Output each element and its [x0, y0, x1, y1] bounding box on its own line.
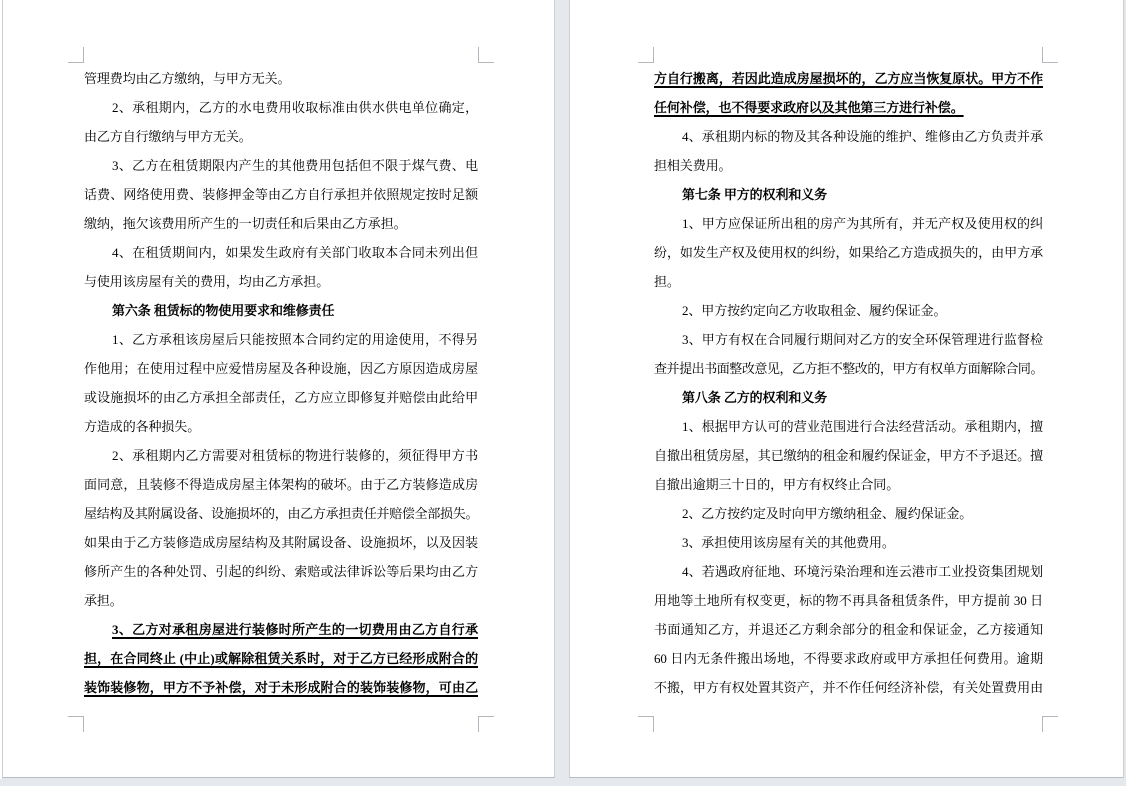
text-line[interactable]: 书面通知乙方，并退还乙方剩余部分的租金和保证金，乙方接通知 [654, 622, 1043, 637]
text-line[interactable]: 不搬，甲方有权处置其资产，并不作任何经济补偿，有关处置费用由 [654, 680, 1043, 695]
text-line[interactable]: 方造成的各种损失。 [84, 419, 201, 434]
text-line[interactable]: 查并提出书面整改意见，乙方拒不整改的，甲方有权单方面解除合同。 [654, 361, 1043, 376]
text-line[interactable]: 4、若遇政府征地、环境污染治理和连云港市工业投资集团规划 [682, 564, 1043, 579]
crop-mark-page2-bottom-right [1042, 716, 1058, 732]
text-line[interactable]: 1、甲方应保证所出租的房产为其所有，并无产权及使用权的纠 [682, 216, 1043, 231]
crop-mark-page1-top-right [478, 47, 494, 63]
crop-mark-page2-top-left [638, 47, 654, 63]
text-line[interactable]: 担。 [654, 274, 680, 289]
text-line[interactable]: 4、在租赁期间内，如果发生政府有关部门收取本合同未列出但 [112, 245, 478, 260]
text-line[interactable]: 管理费均由乙方缴纳，与甲方无关。 [84, 71, 291, 86]
page-1-text-area[interactable] [84, 64, 478, 702]
text-line[interactable]: 如果由于乙方装修造成房屋结构及其附属设备、设施损坏，以及因装 [84, 535, 478, 550]
text-line[interactable]: 修所产生的各种处罚、引起的纠纷、索赔或法律诉讼等后果均由乙方 [84, 564, 478, 579]
text-line[interactable]: 3、乙方在租赁期限内产生的其他费用包括但不限于煤气费、电 [112, 158, 478, 173]
crop-mark-page1-top-left [68, 47, 84, 63]
text-line[interactable]: 承担。 [84, 593, 123, 608]
text-line[interactable]: 第八条 乙方的权利和义务 [682, 390, 828, 405]
crop-mark-page1-bottom-right [478, 716, 494, 732]
page-2-text-area[interactable] [654, 64, 1043, 702]
text-line[interactable]: 3、乙方对承租房屋进行装修时所产生的一切费用由乙方自行承 [112, 622, 478, 637]
crop-mark-page2-top-right [1042, 47, 1058, 63]
text-line[interactable]: 2、甲方按约定向乙方收取租金、履约保证金。 [682, 303, 947, 318]
text-line[interactable]: 话费、网络使用费、装修押金等由乙方自行承担并依照规定按时足额 [84, 187, 478, 202]
text-line[interactable]: 担，在合同终止 (中止)或解除租赁关系时，对于乙方已经形成附合的 [84, 651, 478, 666]
text-line[interactable]: 自撤出租赁房屋，其已缴纳的租金和履约保证金，甲方不予退还。擅 [654, 448, 1043, 463]
text-line[interactable]: 任何补偿，也不得要求政府以及其他第三方进行补偿。 [654, 100, 964, 115]
text-line[interactable]: 纷，如发生产权及使用权的纠纷，如果给乙方造成损失的，由甲方承 [654, 245, 1043, 260]
text-line[interactable]: 缴纳，拖欠该费用所产生的一切责任和后果由乙方承担。 [84, 216, 407, 231]
text-line[interactable]: 或设施损坏的由乙方承担全部责任，乙方应立即修复并赔偿由此给甲 [84, 390, 478, 405]
text-line[interactable]: 2、承租期内，乙方的水电费用收取标准由供水供电单位确定， [112, 100, 478, 115]
text-line[interactable]: 1、根据甲方认可的营业范围进行合法经营活动。承租期内，擅 [682, 419, 1043, 434]
text-line[interactable]: 担相关费用。 [654, 158, 732, 173]
text-line[interactable]: 2、承租期内乙方需要对租赁标的物进行装修的，须征得甲方书 [112, 448, 478, 463]
text-line[interactable]: 2、乙方按约定及时向甲方缴纳租金、履约保证金。 [682, 506, 973, 521]
text-line[interactable]: 与使用该房屋有关的费用，均由乙方承担。 [84, 274, 330, 289]
crop-mark-page1-bottom-left [68, 716, 84, 732]
crop-mark-page2-bottom-left [638, 716, 654, 732]
text-line[interactable]: 第七条 甲方的权利和义务 [682, 187, 828, 202]
text-line[interactable]: 方自行搬离，若因此造成房屋损坏的，乙方应当恢复原状。甲方不作 [654, 71, 1043, 86]
text-line[interactable]: 1、乙方承租该房屋后只能按照本合同约定的用途使用，不得另 [112, 332, 478, 347]
text-line[interactable]: 3、甲方有权在合同履行期间对乙方的安全环保管理进行监督检 [682, 332, 1043, 347]
text-line[interactable]: 60 日内无条件搬出场地，不得要求政府或甲方承担任何费用。逾期 [654, 651, 1043, 666]
text-line[interactable]: 作他用；在使用过程中应爱惜房屋及各种设施，因乙方原因造成房屋 [84, 361, 478, 376]
text-line[interactable]: 3、承担使用该房屋有关的其他费用。 [682, 535, 895, 550]
text-line[interactable]: 屋结构及其附属设备、设施损坏的，由乙方承担责任并赔偿全部损失。 [84, 506, 478, 521]
text-line[interactable]: 4、承租期内标的物及其各种设施的维护、维修由乙方负责并承 [682, 129, 1043, 144]
text-line[interactable]: 面同意，且装修不得造成房屋主体架构的破坏。由于乙方装修造成房 [84, 477, 478, 492]
text-line[interactable]: 自撤出逾期三十日的，甲方有权终止合同。 [654, 477, 900, 492]
text-line[interactable]: 第六条 租赁标的物使用要求和维修责任 [112, 303, 335, 318]
text-line[interactable]: 装饰装修物，甲方不予补偿，对于未形成附合的装饰装修物，可由乙 [84, 680, 478, 695]
text-line[interactable]: 用地等土地所有权变更，标的物不再具备租赁条件，甲方提前 30 日 [654, 593, 1043, 608]
text-line[interactable]: 由乙方自行缴纳与甲方无关。 [84, 129, 252, 144]
